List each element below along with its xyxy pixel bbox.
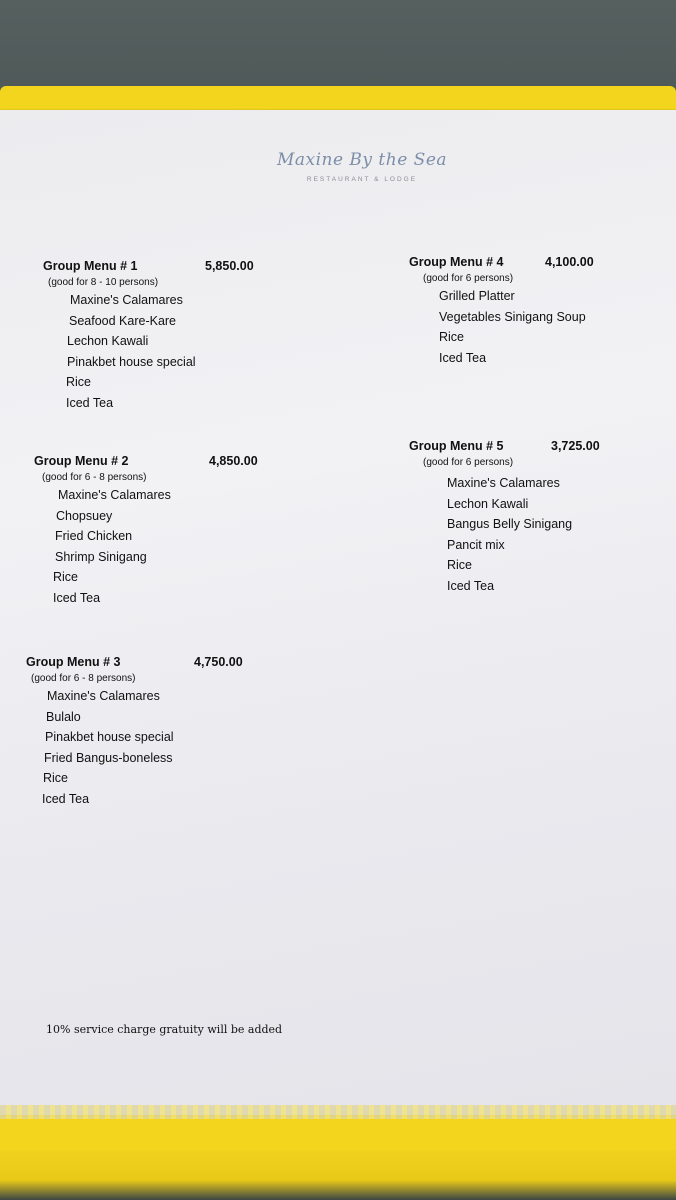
list-item: Fried Chicken xyxy=(55,529,133,543)
menu-price: 3,725.00 xyxy=(551,439,600,453)
menu-title: Group Menu # 2 xyxy=(34,454,129,468)
list-item: Rice xyxy=(53,570,79,584)
group-menu-2 xyxy=(34,454,274,608)
list-item: Bulalo xyxy=(46,709,81,724)
menu-title: Group Menu # 5 xyxy=(409,439,504,453)
menu-title: Group Menu # 1 xyxy=(43,259,138,273)
restaurant-subtitle: RESTAURANT & LODGE xyxy=(306,176,418,183)
list-item: Lechon Kawali xyxy=(447,496,529,511)
list-item: Rice xyxy=(439,330,465,344)
menu-serves: (good for 6 - 8 persons) xyxy=(42,472,147,483)
menu-price: 5,850.00 xyxy=(205,259,254,273)
list-item: Iced Tea xyxy=(42,791,90,806)
menu-price: 4,750.00 xyxy=(194,655,243,669)
menu-items xyxy=(43,290,283,413)
list-item: Chopsuey xyxy=(56,508,113,523)
list-item: Pancit mix xyxy=(447,537,505,552)
menu-title: Group Menu # 4 xyxy=(409,255,504,269)
list-item: Vegetables Sinigang Soup xyxy=(439,309,586,324)
list-item: Iced Tea xyxy=(439,350,487,365)
list-item: Rice xyxy=(66,375,92,389)
menu-header xyxy=(409,439,659,455)
table-surface xyxy=(0,0,676,95)
group-menu-1 xyxy=(43,259,283,413)
list-item: Rice xyxy=(447,558,473,572)
menu-price: 4,100.00 xyxy=(545,255,594,269)
menu-serves: (good for 6 - 8 persons) xyxy=(31,673,136,684)
list-item: Grilled Platter xyxy=(439,289,515,303)
menu-items xyxy=(409,286,659,368)
list-item: Fried Bangus-boneless xyxy=(44,750,173,765)
list-item: Rice xyxy=(43,771,69,785)
list-item: Maxine's Calamares xyxy=(70,293,183,307)
menu-serves: (good for 6 persons) xyxy=(423,273,514,284)
list-item: Seafood Kare-Kare xyxy=(69,313,177,328)
folder-bottom-edge xyxy=(0,1150,676,1200)
list-item: Maxine's Calamares xyxy=(47,689,160,703)
list-item: Pinakbet house special xyxy=(45,730,174,744)
group-menu-3 xyxy=(26,655,266,809)
group-menu-5 xyxy=(409,439,659,596)
list-item: Lechon Kawali xyxy=(67,334,149,348)
sleeve-edge xyxy=(0,1105,676,1119)
list-item: Iced Tea xyxy=(66,395,114,410)
menu-price: 4,850.00 xyxy=(209,454,258,468)
menu-items xyxy=(26,686,266,809)
menu-serves: (good for 8 - 10 persons) xyxy=(48,277,159,288)
menu-header xyxy=(43,259,283,275)
list-item: Bangus Belly Sinigang xyxy=(447,517,573,531)
list-item: Pinakbet house special xyxy=(67,354,196,369)
service-charge-note: 10% service charge gratuity will be added xyxy=(46,1023,283,1036)
menu-serves: (good for 6 persons) xyxy=(423,457,514,468)
menu-items xyxy=(409,473,659,596)
menu-header xyxy=(26,655,266,671)
group-menu-4 xyxy=(409,255,659,368)
restaurant-logo xyxy=(262,150,462,183)
menu-header xyxy=(409,255,659,271)
menu-header xyxy=(34,454,274,470)
list-item: Shrimp Sinigang xyxy=(55,549,147,564)
menu-items xyxy=(34,485,274,608)
restaurant-name: Maxine By the Sea xyxy=(276,150,448,170)
menu-title: Group Menu # 3 xyxy=(26,655,121,669)
list-item: Iced Tea xyxy=(53,590,101,605)
list-item: Maxine's Calamares xyxy=(447,476,560,490)
list-item: Iced Tea xyxy=(447,578,495,593)
list-item: Maxine's Calamares xyxy=(58,488,171,502)
